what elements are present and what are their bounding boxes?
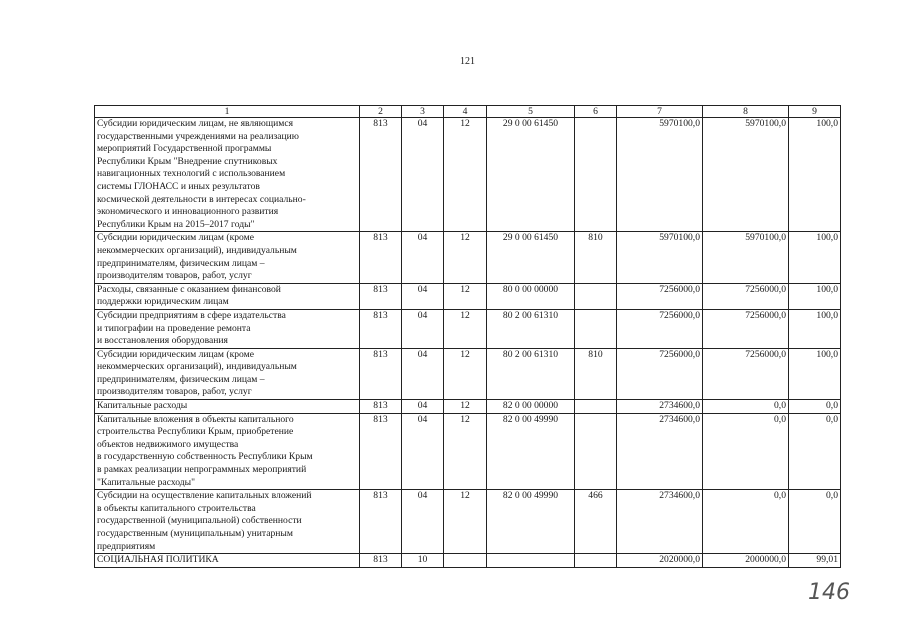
row-name: Капитальные вложения в объекты капитального строительства Республики Крым, приобретение объектов недвижимого имущества в государственную собственность Республики Крым в рамках реализации непрограммных мероприятий "Капитальные расходы" (95, 413, 360, 490)
column-header: 7 (617, 106, 703, 118)
column-header: 5 (487, 106, 575, 118)
table-row (95, 232, 841, 283)
cell-target-article: 82 0 00 49990 (487, 413, 575, 490)
cell-expense-type (575, 413, 617, 490)
cell-target-article: 80 2 00 61310 (487, 348, 575, 399)
page-number: 121 (460, 56, 475, 67)
cell-percent: 100,0 (789, 232, 841, 283)
cell-target-article (487, 554, 575, 568)
cell-ministry-code: 813 (360, 348, 402, 399)
cell-planned: 5970100,0 (617, 118, 703, 232)
cell-expense-type (575, 283, 617, 309)
cell-subsection: 12 (444, 490, 487, 554)
cell-percent: 100,0 (789, 309, 841, 348)
cell-section: 04 (402, 400, 444, 414)
column-header: 8 (703, 106, 789, 118)
cell-expense-type: 466 (575, 490, 617, 554)
cell-subsection: 12 (444, 232, 487, 283)
cell-executed: 0,0 (703, 400, 789, 414)
table-row (95, 118, 841, 232)
cell-ministry-code: 813 (360, 283, 402, 309)
table-header-row (95, 106, 841, 118)
cell-percent: 100,0 (789, 348, 841, 399)
cell-target-article: 29 0 00 61450 (487, 118, 575, 232)
cell-section: 04 (402, 490, 444, 554)
cell-subsection: 12 (444, 400, 487, 414)
cell-ministry-code: 813 (360, 413, 402, 490)
cell-ministry-code: 813 (360, 232, 402, 283)
cell-subsection: 12 (444, 413, 487, 490)
cell-target-article: 80 0 00 00000 (487, 283, 575, 309)
cell-percent: 99,01 (789, 554, 841, 568)
row-name: Расходы, связанные с оказанием финансовой поддержки юридическим лицам (95, 283, 360, 309)
cell-ministry-code: 813 (360, 400, 402, 414)
table-row (95, 413, 841, 490)
table-row (95, 348, 841, 399)
cell-percent: 0,0 (789, 400, 841, 414)
row-name: Капитальные расходы (95, 400, 360, 414)
cell-expense-type (575, 309, 617, 348)
table-row (95, 400, 841, 414)
table-row (95, 283, 841, 309)
cell-executed: 0,0 (703, 490, 789, 554)
cell-executed: 5970100,0 (703, 118, 789, 232)
cell-ministry-code: 813 (360, 554, 402, 568)
cell-target-article: 82 0 00 00000 (487, 400, 575, 414)
row-name: Субсидии юридическим лицам, не являющимся государственными учреждениями на реализацию мероприятий Государственной программы Республики Крым "Внедрение спутниковых навигационных технологий с использованием системы ГЛОНАСС и иных результатов космической деятельности в интересах социально- экономического и инновационного развития Республики Крым на 2015–2017 годы" (95, 118, 360, 232)
cell-target-article: 29 0 00 61450 (487, 232, 575, 283)
column-header: 1 (95, 106, 360, 118)
table-row (95, 554, 841, 568)
cell-percent: 100,0 (789, 283, 841, 309)
cell-section: 04 (402, 232, 444, 283)
cell-section: 10 (402, 554, 444, 568)
cell-target-article: 82 0 00 49990 (487, 490, 575, 554)
cell-planned: 2020000,0 (617, 554, 703, 568)
cell-section: 04 (402, 118, 444, 232)
cell-ministry-code: 813 (360, 118, 402, 232)
cell-planned: 2734600,0 (617, 490, 703, 554)
cell-target-article: 80 2 00 61310 (487, 309, 575, 348)
cell-executed: 5970100,0 (703, 232, 789, 283)
cell-executed: 7256000,0 (703, 309, 789, 348)
table-row (95, 309, 841, 348)
cell-expense-type (575, 118, 617, 232)
column-header: 4 (444, 106, 487, 118)
row-name: Субсидии юридическим лицам (кроме некоммерческих организаций), индивидуальным предпринимателям, физическим лицам – производителям товаров, работ, услуг (95, 232, 360, 283)
cell-percent: 0,0 (789, 490, 841, 554)
cell-expense-type: 810 (575, 348, 617, 399)
cell-subsection: 12 (444, 118, 487, 232)
cell-executed: 0,0 (703, 413, 789, 490)
row-name: Субсидии юридическим лицам (кроме некоммерческих организаций), индивидуальным предпринимателям, физическим лицам – производителям товаров, работ, услуг (95, 348, 360, 399)
cell-planned: 7256000,0 (617, 283, 703, 309)
cell-percent: 0,0 (789, 413, 841, 490)
row-name: Субсидии предприятиям в сфере издательства и типографии на проведение ремонта и восстановления оборудования (95, 309, 360, 348)
column-header: 6 (575, 106, 617, 118)
cell-section: 04 (402, 348, 444, 399)
cell-executed: 7256000,0 (703, 348, 789, 399)
cell-expense-type (575, 554, 617, 568)
cell-subsection: 12 (444, 283, 487, 309)
cell-subsection: 12 (444, 348, 487, 399)
cell-section: 04 (402, 309, 444, 348)
cell-planned: 2734600,0 (617, 400, 703, 414)
cell-planned: 2734600,0 (617, 413, 703, 490)
budget-table (94, 105, 841, 568)
handwritten-page-note: 146 (808, 580, 850, 605)
cell-ministry-code: 813 (360, 309, 402, 348)
cell-expense-type: 810 (575, 232, 617, 283)
cell-planned: 5970100,0 (617, 232, 703, 283)
cell-planned: 7256000,0 (617, 309, 703, 348)
cell-subsection (444, 554, 487, 568)
cell-expense-type (575, 400, 617, 414)
cell-section: 04 (402, 283, 444, 309)
cell-executed: 2000000,0 (703, 554, 789, 568)
row-name: Субсидии на осуществление капитальных вложений в объекты капитального строительства государственной (муниципальной) собственности государственным (муниципальным) унитарным предприятиям (95, 490, 360, 554)
cell-planned: 7256000,0 (617, 348, 703, 399)
column-header: 9 (789, 106, 841, 118)
cell-ministry-code: 813 (360, 490, 402, 554)
cell-subsection: 12 (444, 309, 487, 348)
cell-section: 04 (402, 413, 444, 490)
cell-percent: 100,0 (789, 118, 841, 232)
row-name: СОЦИАЛЬНАЯ ПОЛИТИКА (95, 554, 360, 568)
table-row (95, 490, 841, 554)
column-header: 2 (360, 106, 402, 118)
cell-executed: 7256000,0 (703, 283, 789, 309)
column-header: 3 (402, 106, 444, 118)
